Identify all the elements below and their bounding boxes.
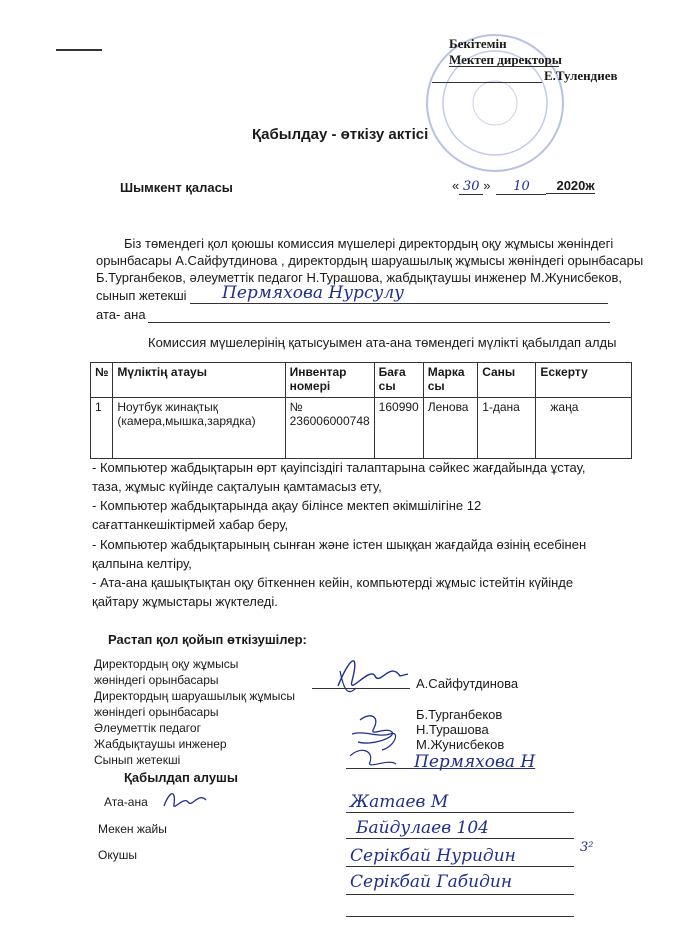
- header-num: №: [91, 363, 113, 398]
- cell-brand: Ленова: [423, 398, 477, 459]
- teacher-label: сынып жетекші: [96, 288, 187, 303]
- bullet-line-7: - Ата-ана қашықтықтан оқу біткеннен кейін, компьютерді жұмыс істейтін күйінде: [92, 575, 574, 590]
- signer-name-1: А.Сайфутдинова: [416, 676, 519, 691]
- signers-title: Растап қол қойып өткізушілер:: [108, 632, 307, 647]
- date-quote-open: «: [452, 178, 460, 193]
- items-table: [90, 362, 632, 459]
- bullet-line-4: сағаттанкешіктірмей хабар беру,: [92, 517, 289, 532]
- bullet-line-8: қайтару жұмыстары жүктеледі.: [92, 594, 278, 609]
- header-price-1: Баға: [378, 365, 406, 379]
- signer-name-2: Б.Турганбеков: [416, 707, 503, 722]
- pupil-label: Окушы: [98, 848, 137, 862]
- date-day: 30: [459, 179, 483, 195]
- date-year: 2020ж: [546, 178, 594, 194]
- teacher-handwritten: Пермяхова Нурсулу: [222, 283, 405, 303]
- pupil-superscript: 3²: [580, 840, 594, 855]
- teacher-signature-handwritten: Пермяхова Н: [414, 752, 536, 772]
- approval-line1: Бекітемін: [449, 36, 507, 51]
- cell-name-2: (камера,мышка,зарядка): [117, 414, 256, 428]
- cell-name: [113, 398, 285, 459]
- pupil-line-1: [346, 866, 574, 867]
- commission-text: Комиссия мүшелерінің қатысуымен ата-ана төмендегі мүлікті қабылдап алды: [148, 335, 617, 350]
- header-name: Мүліктің атауы: [113, 363, 285, 398]
- header-inventory-2: номері: [289, 379, 331, 393]
- header-inventory: [285, 363, 374, 398]
- teacher-line: [190, 303, 608, 304]
- header-price: [374, 363, 423, 398]
- cell-qty: 1-дана: [478, 398, 536, 459]
- date-field: [452, 178, 595, 195]
- header-qty: Саны: [478, 363, 536, 398]
- director-signature-line: [432, 82, 542, 83]
- intro-line3: Б.Турганбеков, әлеуметтік педагог Н.Турашова, жабдықтаушы инженер М.Жунисбеков,: [96, 270, 622, 285]
- cell-name-1: Ноутбук жинақтық: [117, 400, 218, 414]
- header-note: Ескерту: [536, 363, 632, 398]
- cell-note: жаңа: [536, 398, 632, 459]
- parent-label: ата- ана: [96, 307, 146, 322]
- parent-signature-scribble: [160, 786, 210, 814]
- signer-position-1a: Директордың оқу жұмысы: [94, 657, 239, 671]
- cell-inventory: № 236006000748: [285, 398, 374, 459]
- bullet-line-3: - Компьютер жабдықтарында ақау білінсе мектеп әкімшілігіне 12: [92, 498, 482, 513]
- parent-line: [148, 322, 610, 323]
- cell-price: 160990: [374, 398, 423, 459]
- signer-position-1b: жөніндегі орынбасары: [94, 673, 219, 687]
- bullet-line-5: - Компьютер жабдықтарының сынған және істен шыққан жағдайда өзінің есебінен: [92, 537, 587, 552]
- signer-name-4: М.Жунисбеков: [416, 737, 505, 752]
- parent-receiver-value: Жатаев М: [350, 792, 449, 812]
- address-value: Байдулаев 104: [356, 818, 489, 838]
- director-name: Е.Тулендиев: [544, 68, 618, 83]
- table-header-row: [91, 363, 632, 398]
- address-label: Мекен жайы: [98, 822, 167, 836]
- signer-position-5: Сынып жетекші: [94, 753, 181, 767]
- bullet-line-1: - Компьютер жабдықтарын өрт қауіпсіздігі талаптарына сәйкес жағдайында ұстау,: [92, 460, 586, 475]
- pupil-value-2: Серікбай Габидин: [350, 872, 513, 892]
- table-row: [91, 398, 632, 459]
- header-inventory-1: Инвентар: [289, 365, 347, 379]
- header-price-2: сы: [378, 379, 396, 393]
- date-quote-close: »: [483, 178, 491, 193]
- city: Шымкент қаласы: [120, 180, 233, 195]
- pupil-line-3: [346, 916, 574, 917]
- parent-receiver-label: Ата-ана: [104, 795, 148, 809]
- date-month: 10: [496, 179, 546, 195]
- approval-line2-underline: [449, 66, 559, 67]
- address-line: [346, 838, 574, 839]
- approval-line2: Мектеп директоры: [449, 52, 562, 67]
- signer-position-2a: Директордың шаруашылық жұмысы: [94, 689, 295, 703]
- document-title: Қабылдау - өткізу актісі: [252, 126, 429, 143]
- cell-num: 1: [91, 398, 113, 459]
- header-brand-1: Марка: [427, 365, 465, 379]
- intro-line1: Біз төмендегі қол қоюшы комиссия мүшелері директордың оқу жұмысы жөніндегі: [124, 236, 614, 251]
- header-brand-2: сы: [427, 379, 445, 393]
- signer-position-2b: жөніндегі орынбасары: [94, 705, 219, 719]
- signer-position-3: Әлеуметтік педагог: [94, 721, 201, 735]
- corner-line: [56, 49, 102, 51]
- intro-line2: орынбасары А.Сайфутдинова , директордың шаруашылық жұмысы жөніндегі орынбасары: [96, 253, 644, 268]
- signer-name-3: Н.Турашова: [416, 722, 489, 737]
- parent-receiver-line: [346, 812, 574, 813]
- header-brand: [423, 363, 477, 398]
- bullet-line-6: қалпына келтіру,: [92, 556, 192, 571]
- signer-position-4: Жабдықтаушы инженер: [94, 737, 227, 751]
- pupil-line-2: [346, 894, 574, 895]
- bullet-line-2: таза, жұмыс күйінде сақталуын қамтамасыз ету,: [92, 479, 382, 494]
- pupil-value-1: Серікбай Нуридин: [350, 846, 516, 866]
- receivers-title: Қабылдап алушы: [124, 770, 238, 785]
